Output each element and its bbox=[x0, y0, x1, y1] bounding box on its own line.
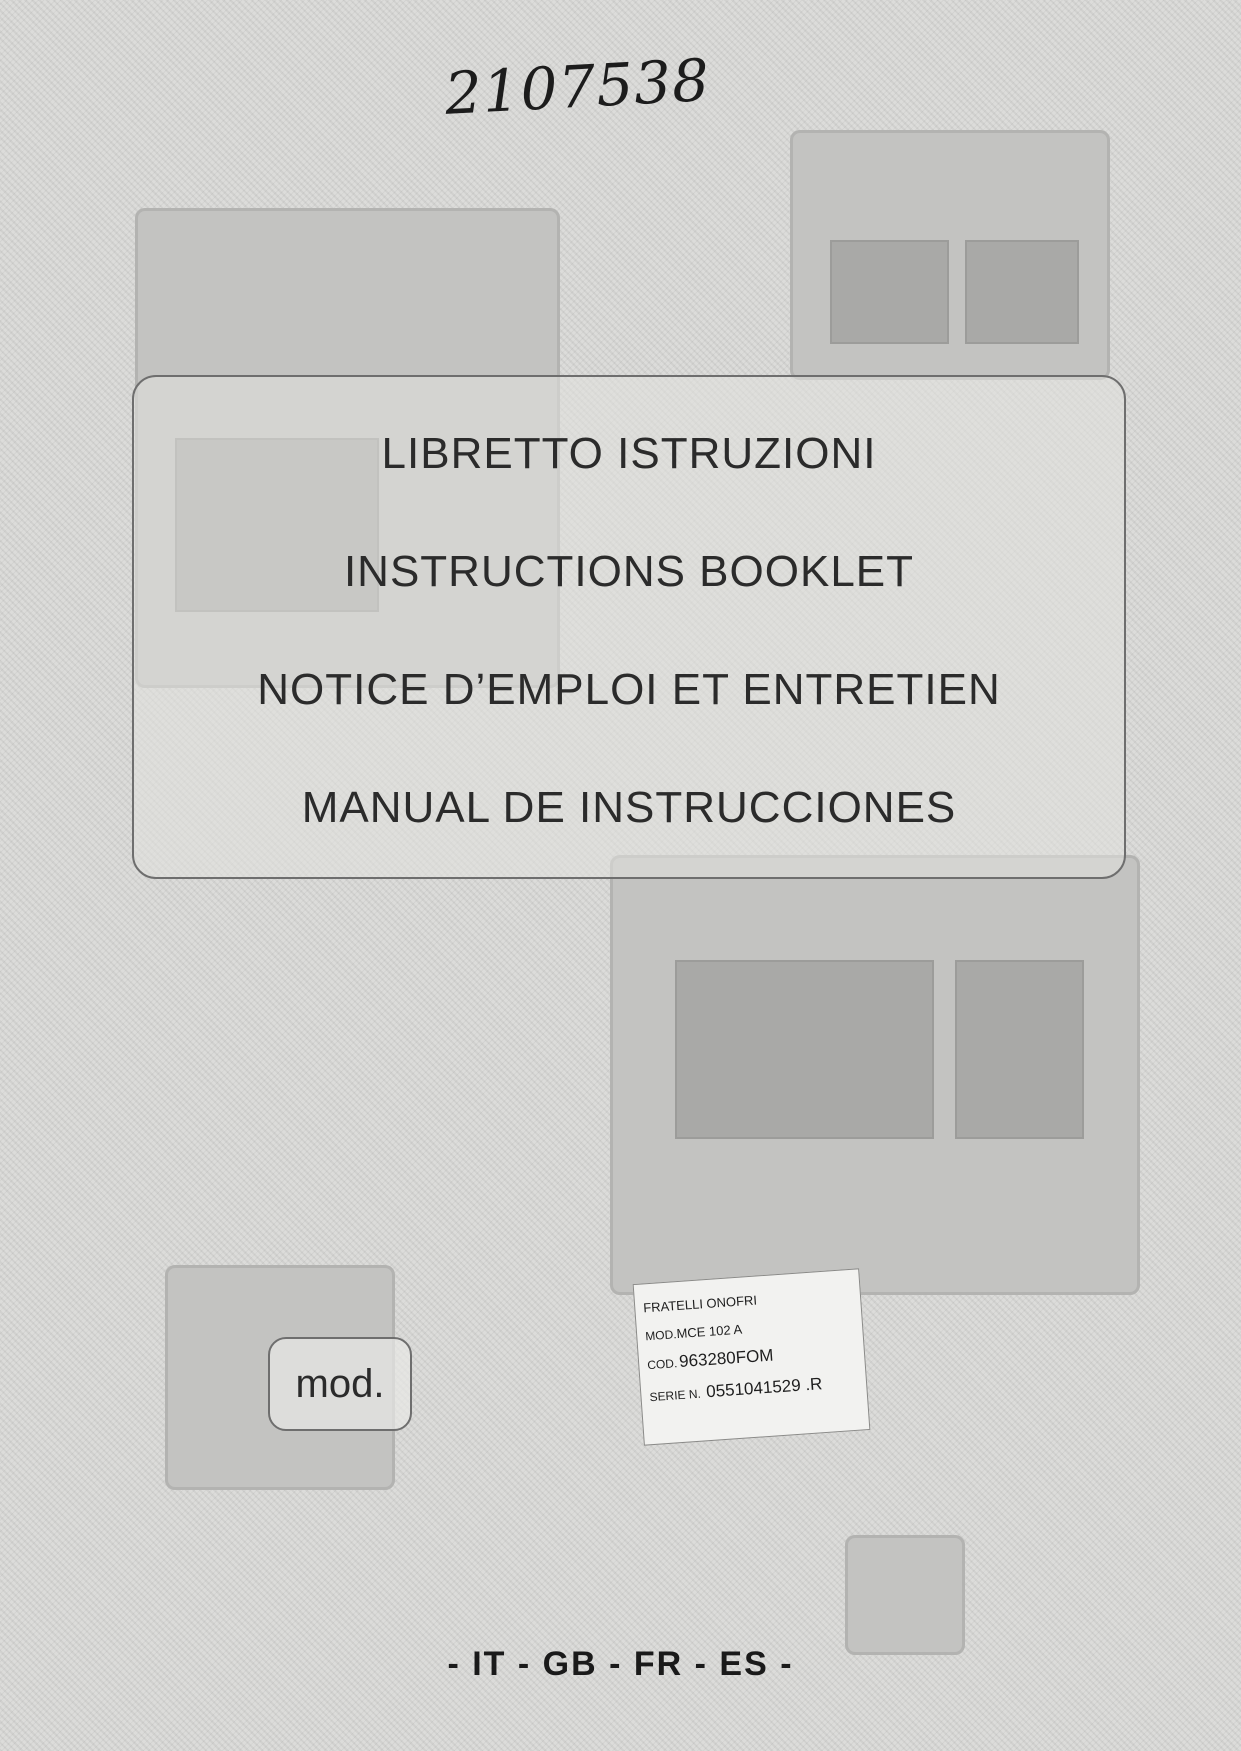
oven-window bbox=[955, 960, 1084, 1139]
handwritten-code: 2107538 bbox=[443, 46, 712, 128]
code-prefix: COD. bbox=[646, 1356, 678, 1373]
title-italian: LIBRETTO ISTRUZIONI bbox=[381, 429, 877, 478]
cooker-illustration-top-right bbox=[790, 130, 1110, 380]
cooker-illustration-bottom-right bbox=[845, 1535, 965, 1655]
cooker-illustration-center-right bbox=[610, 855, 1140, 1295]
title-spanish: MANUAL DE INSTRUCCIONES bbox=[301, 783, 957, 832]
manufacturer-name: FRATELLI ONOFRI bbox=[642, 1292, 758, 1316]
sticker-code bbox=[647, 1345, 775, 1374]
model-box bbox=[268, 1337, 412, 1431]
model-label: mod. bbox=[295, 1361, 385, 1406]
serial-value: 0551041529 .R bbox=[705, 1374, 823, 1402]
model-prefix: MOD. bbox=[644, 1327, 678, 1344]
title-english: INSTRUCTIONS BOOKLET bbox=[343, 547, 915, 596]
title-box bbox=[132, 375, 1126, 879]
code-value: 963280FOM bbox=[678, 1345, 775, 1372]
oven-window bbox=[830, 240, 949, 344]
oven-window bbox=[675, 960, 934, 1139]
product-sticker bbox=[633, 1268, 871, 1445]
oven-window bbox=[965, 240, 1079, 344]
sticker-manufacturer bbox=[643, 1293, 758, 1316]
sticker-serial bbox=[649, 1374, 823, 1406]
serial-prefix: SERIE N. bbox=[649, 1386, 702, 1405]
model-value: MCE 102 A bbox=[676, 1321, 743, 1342]
sticker-model bbox=[645, 1322, 743, 1344]
language-codes: - IT - GB - FR - ES - bbox=[447, 1645, 794, 1683]
title-french: NOTICE D’EMPLOI ET ENTRETIEN bbox=[257, 665, 1001, 714]
